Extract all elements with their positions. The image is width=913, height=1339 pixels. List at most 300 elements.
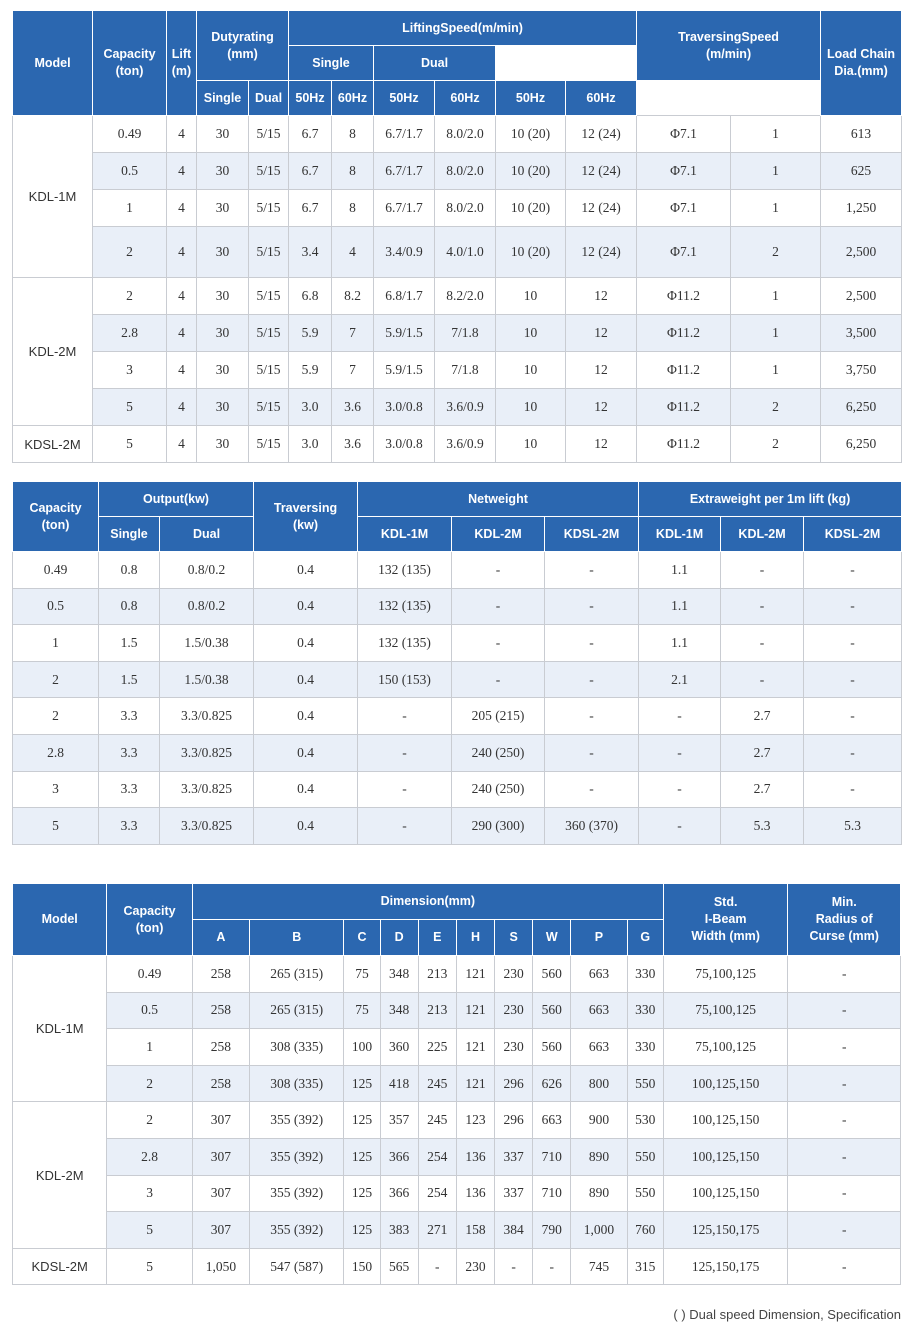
table-cell: 1	[731, 190, 821, 227]
header-capacity: Capacity (ton)	[13, 482, 99, 552]
header-dim-e: E	[418, 920, 456, 956]
table-row	[13, 698, 902, 735]
table-row	[13, 661, 902, 698]
header-extraweight: Extraweight per 1m lift (kg)	[639, 482, 902, 517]
header-dim-a: A	[192, 920, 249, 956]
table-cell: 890	[571, 1175, 627, 1212]
table-cell: 8.0/2.0	[435, 190, 496, 227]
table-cell: 0.49	[107, 956, 192, 993]
table-cell: 355 (392)	[250, 1212, 344, 1249]
table-cell: 240 (250)	[452, 734, 545, 771]
table-cell: 710	[533, 1138, 571, 1175]
table-cell: 1	[731, 352, 821, 389]
table-cell: 348	[380, 992, 418, 1029]
table-cell: 8.0/2.0	[435, 116, 496, 153]
header-ibeam: Std. I-Beam Width (mm)	[663, 884, 788, 956]
table-cell: 10	[496, 389, 566, 426]
table-cell: 3,500	[821, 315, 902, 352]
table-cell: 366	[380, 1175, 418, 1212]
header-model: Model	[13, 884, 107, 956]
table-cell: 2,500	[821, 227, 902, 278]
model-cell: KDSL-2M	[13, 426, 93, 463]
table-cell: 7	[332, 352, 374, 389]
table-cell: Φ7.1	[637, 116, 731, 153]
table-row	[13, 116, 902, 153]
table-row	[13, 1248, 901, 1285]
table-cell: 3.0	[289, 389, 332, 426]
table-cell: 10	[496, 315, 566, 352]
table-cell: 240 (250)	[452, 771, 545, 808]
table-cell: 1.5	[99, 661, 160, 698]
table-cell: 2	[93, 278, 167, 315]
table-cell: 10 (20)	[496, 153, 566, 190]
table-cell: 3	[107, 1175, 192, 1212]
table-cell: 12 (24)	[566, 190, 637, 227]
table-cell: 30	[197, 116, 249, 153]
table-cell: 254	[418, 1175, 456, 1212]
table-cell: 4.0/1.0	[435, 227, 496, 278]
table-cell: 4	[167, 315, 197, 352]
table-cell: 2	[107, 1102, 192, 1139]
table-row	[13, 1102, 901, 1139]
table-cell: -	[495, 1248, 533, 1285]
table-cell: 4	[167, 227, 197, 278]
table-cell: 7/1.8	[435, 315, 496, 352]
table-cell: 258	[192, 1065, 249, 1102]
header-output-single: Single	[99, 517, 160, 552]
table-cell: 123	[456, 1102, 494, 1139]
table-cell: 0.5	[93, 153, 167, 190]
table-cell: 5	[107, 1212, 192, 1249]
table-cell: 0.5	[107, 992, 192, 1029]
table-cell: 360 (370)	[545, 808, 639, 845]
footnote: ( ) Dual speed Dimension, Specification	[673, 1307, 901, 1322]
table-cell: -	[788, 1138, 901, 1175]
table-cell: 3.6/0.9	[435, 389, 496, 426]
table-cell: 225	[418, 1029, 456, 1066]
table-cell: 75	[344, 956, 380, 993]
table-cell: 30	[197, 315, 249, 352]
table-row	[13, 625, 902, 662]
header-duty-single: Single	[197, 81, 249, 116]
table-cell: 75,100,125	[663, 1029, 788, 1066]
table-cell: 10 (20)	[496, 227, 566, 278]
table-cell: 0.4	[254, 552, 358, 589]
table-cell: 3,750	[821, 352, 902, 389]
table-cell: 2.8	[107, 1138, 192, 1175]
table-cell: 2	[13, 698, 99, 735]
table-cell: 100,125,150	[663, 1102, 788, 1139]
table-cell: 125,150,175	[663, 1212, 788, 1249]
table-cell: 3.3	[99, 698, 160, 735]
table-cell: -	[452, 588, 545, 625]
table-cell: -	[788, 1102, 901, 1139]
table-cell: 710	[533, 1175, 571, 1212]
table-row	[13, 352, 902, 389]
table-cell: 0.4	[254, 771, 358, 808]
table-cell: 3.3/0.825	[160, 698, 254, 735]
table-cell: 1.5/0.38	[160, 625, 254, 662]
model-cell: KDL-2M	[13, 278, 93, 426]
table-cell: 307	[192, 1102, 249, 1139]
table-cell: 258	[192, 992, 249, 1029]
table-cell: Φ7.1	[637, 153, 731, 190]
table-cell: 315	[627, 1248, 663, 1285]
table-cell: 4	[332, 227, 374, 278]
table-cell: 1.5/0.38	[160, 661, 254, 698]
header-traversing: Traversing (kw)	[254, 482, 358, 552]
table-cell: 12 (24)	[566, 153, 637, 190]
table-cell: 560	[533, 992, 571, 1029]
table-cell: 1	[13, 625, 99, 662]
table-cell: -	[804, 698, 902, 735]
table-cell: 5	[107, 1248, 192, 1285]
table-cell: -	[358, 771, 452, 808]
table-cell: 3.3	[99, 808, 160, 845]
table-cell: 4	[167, 153, 197, 190]
table-cell: -	[639, 808, 721, 845]
table-cell: 0.49	[13, 552, 99, 589]
table-cell: 0.8/0.2	[160, 588, 254, 625]
header-trav-50hz: 50Hz	[496, 81, 566, 116]
table-cell: 565	[380, 1248, 418, 1285]
header-duty-dual: Dual	[249, 81, 289, 116]
table-row	[13, 190, 902, 227]
table-cell: 3.6/0.9	[435, 426, 496, 463]
table-cell: 663	[571, 992, 627, 1029]
table-cell: 12	[566, 426, 637, 463]
table-cell: 5	[13, 808, 99, 845]
table-row	[13, 278, 902, 315]
table-cell: 1.5	[99, 625, 160, 662]
table-cell: -	[452, 552, 545, 589]
table-cell: 158	[456, 1212, 494, 1249]
table-cell: 330	[627, 992, 663, 1029]
table-cell: 330	[627, 1029, 663, 1066]
table-cell: Φ11.2	[637, 426, 731, 463]
table-cell: 663	[571, 956, 627, 993]
table-cell: 357	[380, 1102, 418, 1139]
table-cell: 900	[571, 1102, 627, 1139]
table-cell: 10	[496, 426, 566, 463]
table-cell: 125	[344, 1212, 380, 1249]
table-cell: -	[804, 588, 902, 625]
table-cell: 132 (135)	[358, 625, 452, 662]
model-cell: KDSL-2M	[13, 1248, 107, 1285]
table-cell: -	[545, 588, 639, 625]
table-cell: -	[545, 734, 639, 771]
table-cell: 2.8	[13, 734, 99, 771]
table-cell: -	[545, 661, 639, 698]
table-cell: -	[452, 661, 545, 698]
table-row	[13, 1029, 901, 1066]
header-dim-p: P	[571, 920, 627, 956]
model-cell: KDL-1M	[13, 956, 107, 1102]
table-cell: 560	[533, 956, 571, 993]
table-cell: 1,250	[821, 190, 902, 227]
table-row	[13, 588, 902, 625]
table-cell: -	[804, 552, 902, 589]
table-cell: 3.4	[289, 227, 332, 278]
table-cell: 30	[197, 227, 249, 278]
table-cell: 4	[167, 190, 197, 227]
spec-table-lifting	[12, 10, 902, 463]
table-cell: 30	[197, 389, 249, 426]
table-cell: 0.4	[254, 588, 358, 625]
header-extra-kdl1m: KDL-1M	[639, 517, 721, 552]
table-cell: 75,100,125	[663, 956, 788, 993]
header-dim-c: C	[344, 920, 380, 956]
table-cell: 0.8/0.2	[160, 552, 254, 589]
table-cell: 1	[107, 1029, 192, 1066]
header-dim-h: H	[456, 920, 494, 956]
table-cell: -	[533, 1248, 571, 1285]
spec-table-dimension	[12, 883, 901, 1285]
table-cell: 245	[418, 1102, 456, 1139]
header-net-kdl1m: KDL-1M	[358, 517, 452, 552]
table-cell: 625	[821, 153, 902, 190]
table-cell: 6.7/1.7	[374, 190, 435, 227]
table-cell: Φ11.2	[637, 315, 731, 352]
header-dim-w: W	[533, 920, 571, 956]
table-cell: 1.1	[639, 552, 721, 589]
table-cell: 8	[332, 153, 374, 190]
table-cell: 550	[627, 1065, 663, 1102]
model-cell: KDL-2M	[13, 1102, 107, 1248]
table-cell: 1,000	[571, 1212, 627, 1249]
table-cell: 547 (587)	[250, 1248, 344, 1285]
table-cell: 3.3	[99, 771, 160, 808]
table-row	[13, 227, 902, 278]
table-cell: 0.5	[13, 588, 99, 625]
table-cell: 4	[167, 278, 197, 315]
table-cell: 0.4	[254, 698, 358, 735]
table-cell: -	[639, 734, 721, 771]
table-cell: 5/15	[249, 153, 289, 190]
table-cell: 8.2/2.0	[435, 278, 496, 315]
table-cell: 3.0/0.8	[374, 426, 435, 463]
table-cell: 5/15	[249, 389, 289, 426]
table-cell: 663	[571, 1029, 627, 1066]
table-row	[13, 771, 902, 808]
table-cell: 6.7	[289, 190, 332, 227]
table-cell: 530	[627, 1102, 663, 1139]
table-cell: 3	[13, 771, 99, 808]
table-row	[13, 1138, 901, 1175]
table-cell: 5.3	[804, 808, 902, 845]
table-cell: 745	[571, 1248, 627, 1285]
table-cell: -	[788, 1212, 901, 1249]
table-cell: 245	[418, 1065, 456, 1102]
table-cell: 10	[496, 278, 566, 315]
header-output-dual: Dual	[160, 517, 254, 552]
table-cell: 121	[456, 956, 494, 993]
table-cell: 4	[167, 426, 197, 463]
header-single-50hz: 50Hz	[289, 81, 332, 116]
table-cell: 5/15	[249, 278, 289, 315]
header-single-60hz: 60Hz	[332, 81, 374, 116]
table-cell: 7/1.8	[435, 352, 496, 389]
table-cell: -	[358, 734, 452, 771]
table-cell: 3.3	[99, 734, 160, 771]
table-cell: 3.3/0.825	[160, 771, 254, 808]
table-cell: -	[639, 771, 721, 808]
table-cell: 230	[495, 956, 533, 993]
table-cell: 1	[731, 116, 821, 153]
header-dutyrating: Dutyrating (mm)	[197, 11, 289, 81]
table-cell: 10	[496, 352, 566, 389]
header-extra-kdl2m: KDL-2M	[721, 517, 804, 552]
table-cell: 125	[344, 1175, 380, 1212]
table-cell: 626	[533, 1065, 571, 1102]
table-cell: 205 (215)	[452, 698, 545, 735]
table-cell: 760	[627, 1212, 663, 1249]
table-cell: 136	[456, 1138, 494, 1175]
table-cell: 12	[566, 315, 637, 352]
table-cell: 0.4	[254, 625, 358, 662]
table-cell: 2.7	[721, 734, 804, 771]
table-cell: 0.49	[93, 116, 167, 153]
table-cell: 30	[197, 278, 249, 315]
header-dimension: Dimension(mm)	[192, 884, 663, 920]
table-cell: 1.1	[639, 625, 721, 662]
table-cell: 4	[167, 389, 197, 426]
table-cell: 265 (315)	[250, 956, 344, 993]
table-cell: -	[639, 698, 721, 735]
table-cell: 213	[418, 956, 456, 993]
table-cell: -	[788, 956, 901, 993]
table-row	[13, 1175, 901, 1212]
table-cell: 663	[533, 1102, 571, 1139]
table-cell: -	[358, 808, 452, 845]
table-cell: 5.3	[721, 808, 804, 845]
table-row	[13, 389, 902, 426]
table-cell: 613	[821, 116, 902, 153]
table-cell: 125,150,175	[663, 1248, 788, 1285]
table-cell: -	[721, 588, 804, 625]
header-traversing-speed: TraversingSpeed (m/min)	[637, 11, 821, 81]
table-cell: 1	[93, 190, 167, 227]
table-cell: 230	[495, 1029, 533, 1066]
table-cell: 550	[627, 1175, 663, 1212]
table-cell: 230	[456, 1248, 494, 1285]
table-cell: 12	[566, 278, 637, 315]
table-cell: 384	[495, 1212, 533, 1249]
table-cell: 348	[380, 956, 418, 993]
table-row	[13, 1065, 901, 1102]
table-cell: -	[721, 625, 804, 662]
table-cell: 150	[344, 1248, 380, 1285]
table-cell: -	[452, 625, 545, 662]
table-cell: 307	[192, 1138, 249, 1175]
table-cell: 0.4	[254, 808, 358, 845]
table-row	[13, 734, 902, 771]
header-lifting-speed: LiftingSpeed(m/min)	[289, 11, 637, 46]
table-cell: -	[804, 661, 902, 698]
table-cell: -	[418, 1248, 456, 1285]
table-cell: -	[358, 698, 452, 735]
table-cell: 1,050	[192, 1248, 249, 1285]
table-cell: 10 (20)	[496, 116, 566, 153]
table-cell: 800	[571, 1065, 627, 1102]
table-cell: 6,250	[821, 426, 902, 463]
table-cell: 230	[495, 992, 533, 1029]
table-cell: 12	[566, 352, 637, 389]
table-cell: 2	[731, 426, 821, 463]
header-dual-60hz: 60Hz	[435, 81, 496, 116]
table-cell: 6.7/1.7	[374, 116, 435, 153]
table-row	[13, 956, 901, 993]
table-cell: 132 (135)	[358, 552, 452, 589]
table-cell: 296	[495, 1065, 533, 1102]
table-cell: 1	[731, 278, 821, 315]
table-row	[13, 1212, 901, 1249]
table-cell: Φ11.2	[637, 389, 731, 426]
table-row	[13, 153, 902, 190]
table-cell: 307	[192, 1212, 249, 1249]
header-output: Output(kw)	[99, 482, 254, 517]
table-cell: -	[804, 734, 902, 771]
table-cell: -	[545, 552, 639, 589]
table-cell: 3.3/0.825	[160, 734, 254, 771]
table-cell: 550	[627, 1138, 663, 1175]
table-cell: 5/15	[249, 352, 289, 389]
table-cell: 890	[571, 1138, 627, 1175]
table-cell: 6.7/1.7	[374, 153, 435, 190]
table-cell: 5/15	[249, 426, 289, 463]
table-cell: 6.7	[289, 153, 332, 190]
table-cell: 560	[533, 1029, 571, 1066]
table-cell: 4	[167, 116, 197, 153]
table-cell: 2.7	[721, 698, 804, 735]
table-cell: 3.6	[332, 389, 374, 426]
table-cell: -	[788, 1248, 901, 1285]
table-cell: -	[721, 661, 804, 698]
table-cell: 100	[344, 1029, 380, 1066]
header-load-chain: Load Chain Dia.(mm)	[821, 11, 902, 116]
table-cell: 75	[344, 992, 380, 1029]
table-cell: -	[788, 1175, 901, 1212]
table-cell: 150 (153)	[358, 661, 452, 698]
table-cell: 355 (392)	[250, 1138, 344, 1175]
table-cell: -	[721, 552, 804, 589]
table-cell: 1	[731, 315, 821, 352]
table-cell: 10 (20)	[496, 190, 566, 227]
header-capacity: Capacity (ton)	[107, 884, 192, 956]
table-cell: 0.4	[254, 734, 358, 771]
table-cell: -	[545, 771, 639, 808]
table-cell: 100,125,150	[663, 1175, 788, 1212]
table-cell: Φ7.1	[637, 190, 731, 227]
header-capacity: Capacity (ton)	[93, 11, 167, 116]
table-cell: 6,250	[821, 389, 902, 426]
table-cell: 0.8	[99, 588, 160, 625]
table-cell: 3.4/0.9	[374, 227, 435, 278]
table-cell: 5/15	[249, 315, 289, 352]
table-cell: 296	[495, 1102, 533, 1139]
table-cell: 121	[456, 992, 494, 1029]
table-cell: 2.7	[721, 771, 804, 808]
header-net-kdsl2m: KDSL-2M	[545, 517, 639, 552]
table-cell: 8.0/2.0	[435, 153, 496, 190]
table-cell: 12	[566, 389, 637, 426]
table-cell: 2	[93, 227, 167, 278]
header-dual-50hz: 50Hz	[374, 81, 435, 116]
table-cell: 3.0	[289, 426, 332, 463]
table-cell: Φ7.1	[637, 227, 731, 278]
table-cell: 330	[627, 956, 663, 993]
table-cell: 5.9	[289, 352, 332, 389]
